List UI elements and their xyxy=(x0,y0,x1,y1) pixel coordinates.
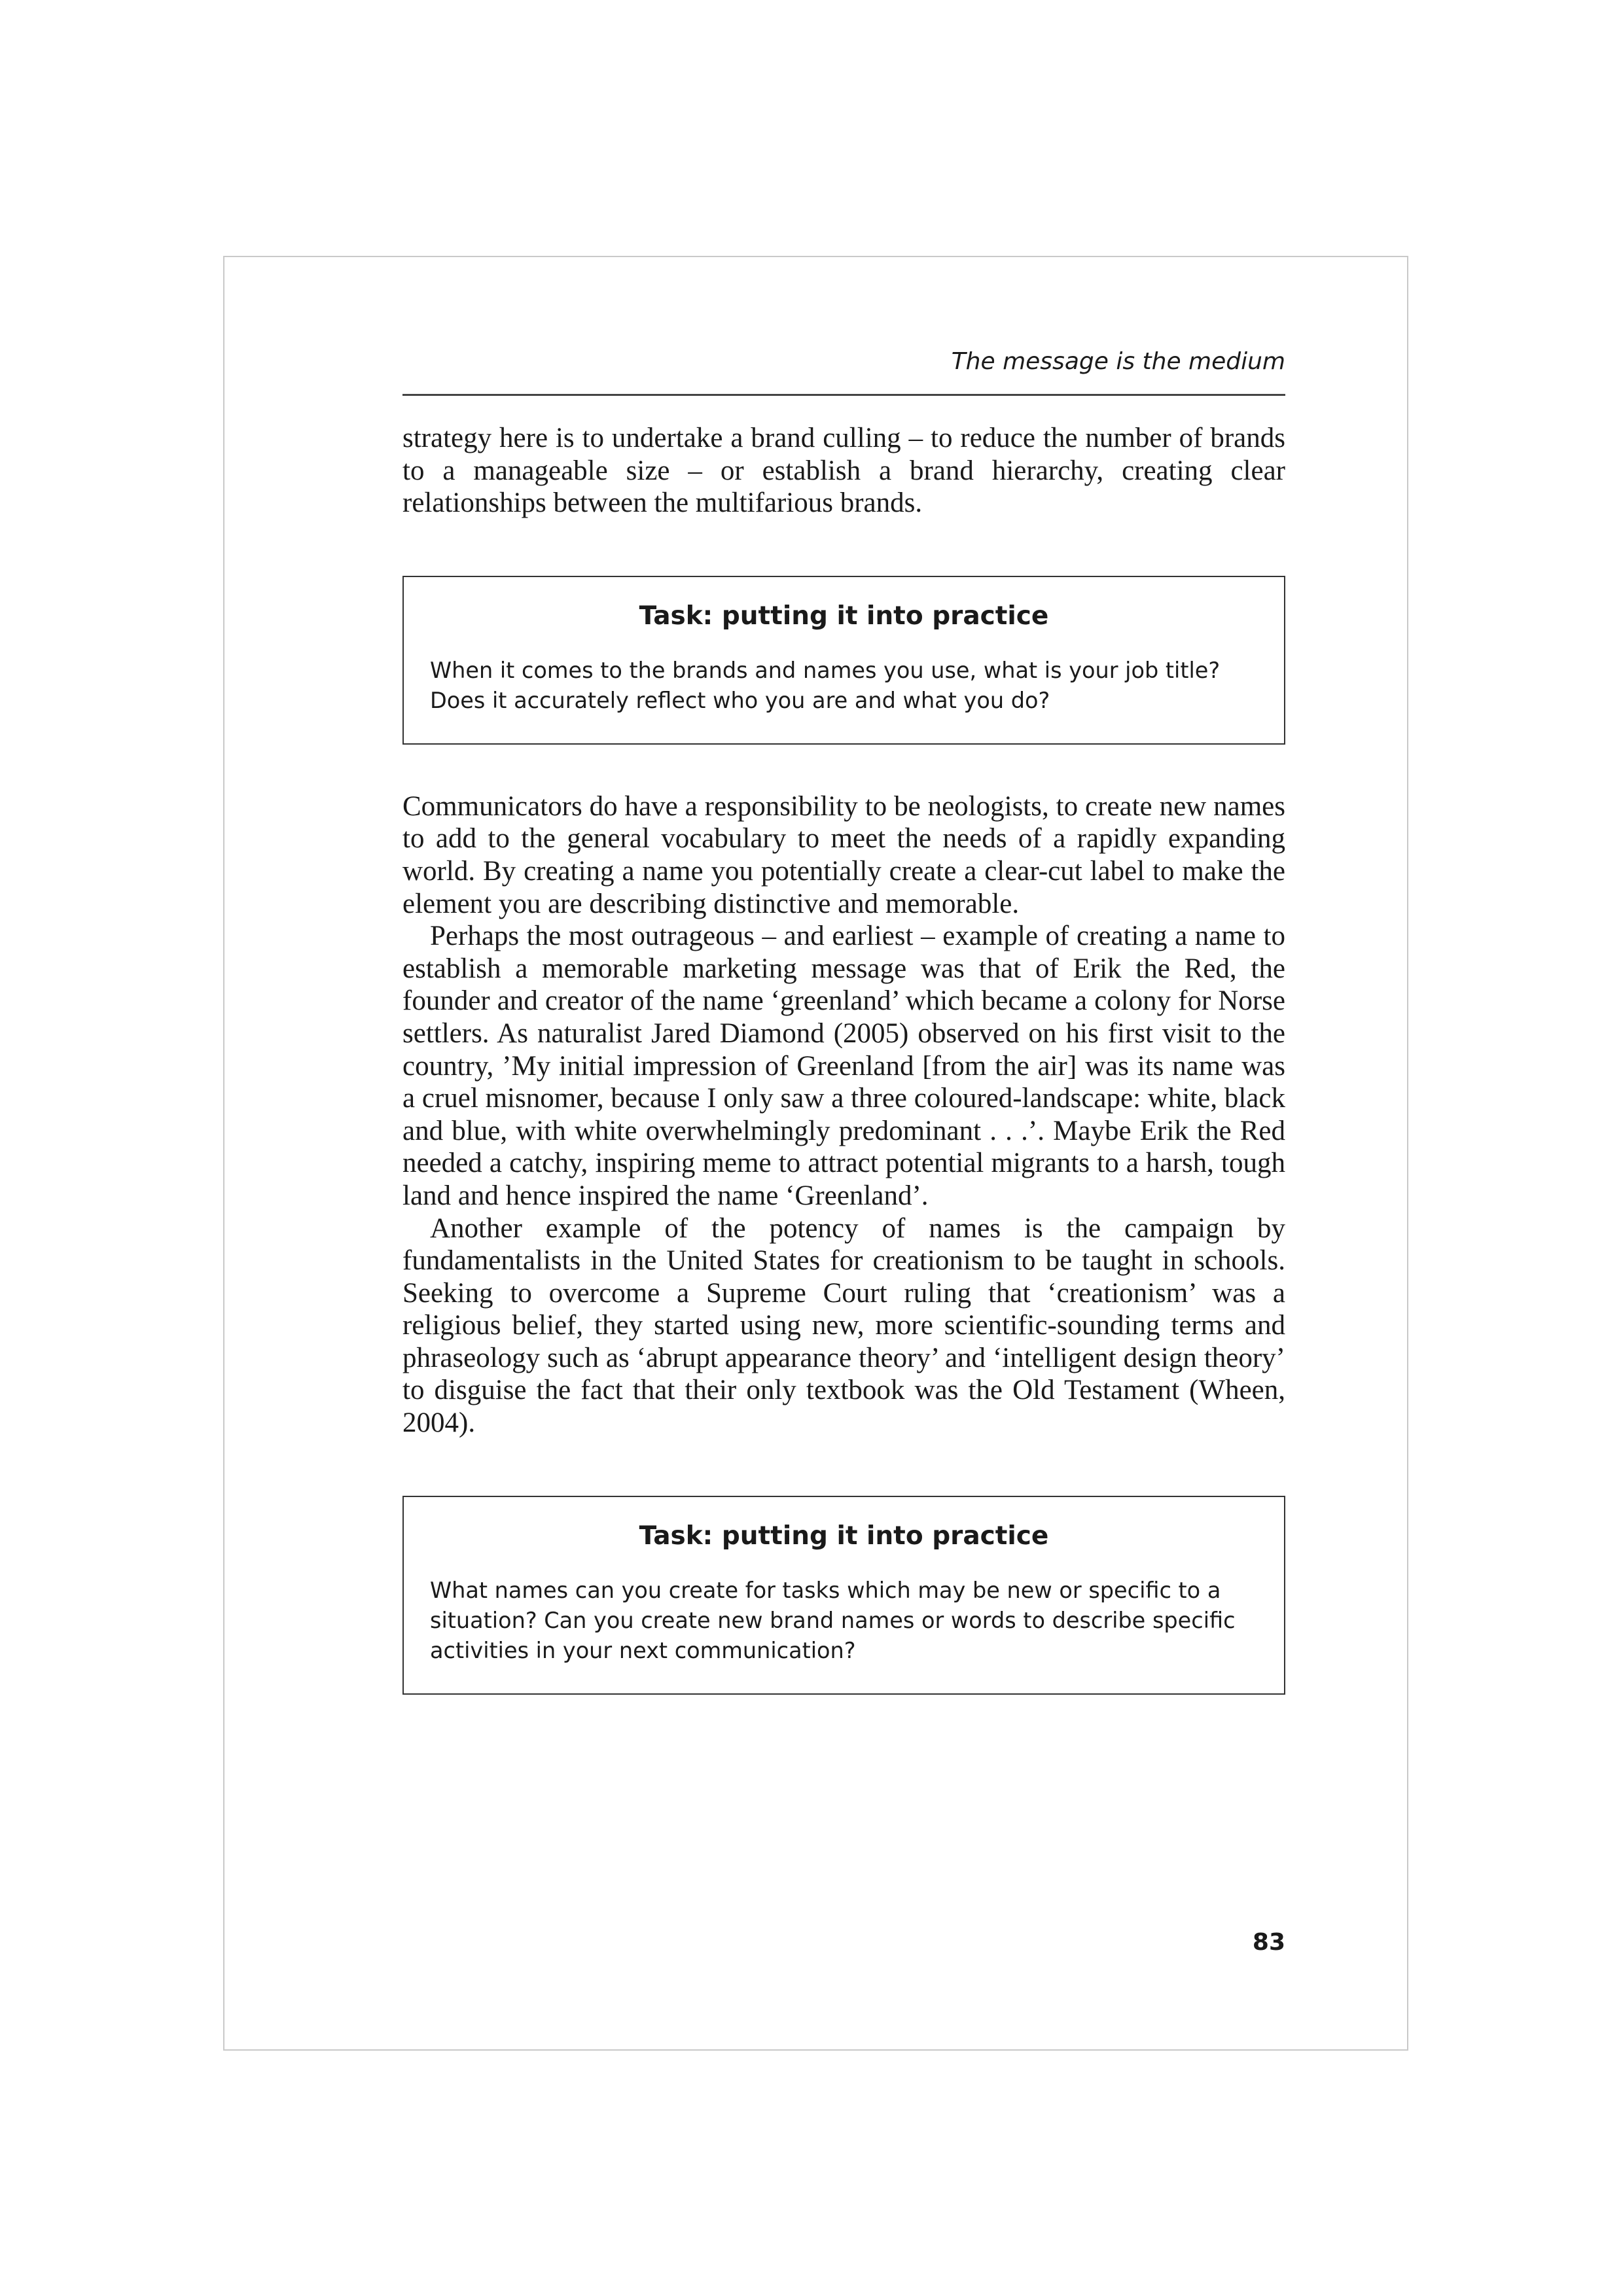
page-number: 83 xyxy=(1252,1929,1285,1956)
task-box-1 xyxy=(402,576,1285,745)
task-box-2-body: What names can you create for tasks which may be new or specific to a situation? Can you create new brand names or words to describe specific activities in your next communication? xyxy=(430,1577,1236,1663)
task-box-2-title: Task: putting it into practice xyxy=(639,1521,1049,1551)
body-paragraph-3: Another example of the potency of names is the campaign by fundamentalists in the United States for creationism to be taught in schools. Seeking to overcome a Supreme Court ruling that ‘creationism’ was a religious belief, they started using new, more scientific-sounding terms and phraseology such as ‘abrupt appearance theory’ and ‘intelligent design theory’ to disguise the fact that their only textbook was the Old Testament (Wheen, 2004). xyxy=(402,1212,1285,1439)
body-paragraph-1: Communicators do have a responsibility to be neologists, to create new names to add to the general vocabulary to meet the needs of a rapidly expanding world. By creating a name you potentially create a clear-cut label to make the element you are describing distinctive and memorable. xyxy=(402,790,1285,919)
page-content xyxy=(402,345,1285,1695)
opening-paragraph: strategy here is to undertake a brand culling – to reduce the number of brands to a manageable size – or establish a brand hierarchy, creating clear relationships between the multifarious brands. xyxy=(402,423,1285,519)
task-box-2 xyxy=(402,1496,1285,1695)
task-box-1-title: Task: putting it into practice xyxy=(639,601,1049,631)
task-box-1-body: When it comes to the brands and names you use, what is your job title? Does it accurately reflect who you are and what you do? xyxy=(430,657,1221,713)
running-head: The message is the medium xyxy=(402,345,1285,396)
main-text xyxy=(402,790,1285,1439)
body-paragraph-2: Perhaps the most outrageous – and earliest – example of creating a name to establish a memorable marketing message was that of Erik the Red, the founder and creator of the name ‘greenland’ which became a colony for Norse settlers. As naturalist Jared Diamond (2005) observed on his first visit to the country, ’My initial impression of Greenland [from the air] was its name was a cruel misnomer, because I only saw a three coloured-landscape: white, black and blue, with white overwhelmingly predominant . . .’. Maybe Erik the Red needed a catchy, inspiring meme to attract potential migrants to a harsh, tough land and hence inspired the name ‘Greenland’. xyxy=(402,921,1285,1211)
